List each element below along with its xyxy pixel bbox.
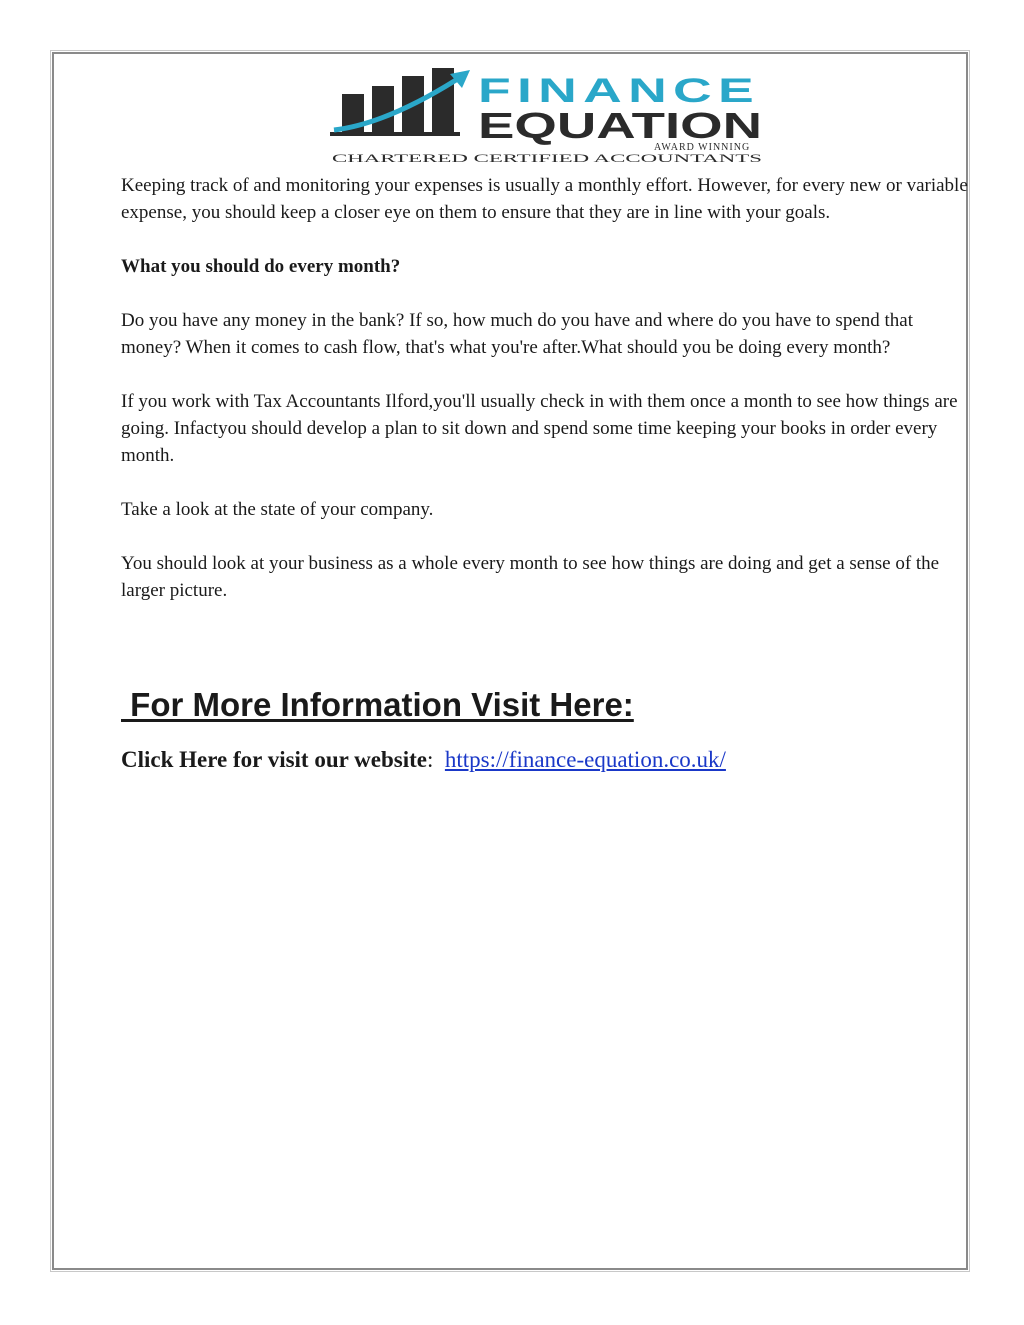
- bar-chart-icon: [330, 68, 470, 136]
- cta-separator: :: [427, 747, 445, 772]
- logo-tagline-award: AWARD WINNING: [654, 142, 751, 153]
- paragraph-intro: Keeping track of and monitoring your expenses is usually a monthly effort. However, for every new or variable expense, you should keep a closer eye on them to ensure that they are in line with your goals.: [121, 175, 968, 223]
- paragraph-accountants: If you work with Tax Accountants Ilford,you'll usually check in with them once a month to see how things are going. Infactyou should develop a plan to sit down and spend some time keeping your books in order every month.: [121, 391, 958, 466]
- finance-equation-logo: [328, 68, 768, 164]
- section-heading: What you should do every month?: [121, 256, 401, 277]
- more-info-heading: For More Information Visit Here:: [121, 686, 634, 723]
- logo-tagline-accountants: CHARTERED CERTIFIED ACCOUNTANTS: [332, 151, 762, 164]
- website-cta-label: Click Here for visit our website: [121, 747, 427, 772]
- logo-word-finance: FINANCE: [478, 72, 760, 110]
- paragraph-business-whole: You should look at your business as a whole every month to see how things are doing and get a sense of the larger picture.: [121, 553, 940, 601]
- website-cta-line: [121, 744, 726, 776]
- logo-word-equation: EQUATION: [478, 105, 762, 146]
- paragraph-bank: Do you have any money in the bank? If so, how much do you have and where do you have to spend that money? When it comes to cash flow, that's what you're after.What should you be doing every month?: [121, 310, 913, 358]
- article-body: [121, 172, 971, 604]
- paragraph-company-state: Take a look at the state of your company.: [121, 499, 434, 520]
- website-link[interactable]: https://finance-equation.co.uk/: [444, 747, 726, 772]
